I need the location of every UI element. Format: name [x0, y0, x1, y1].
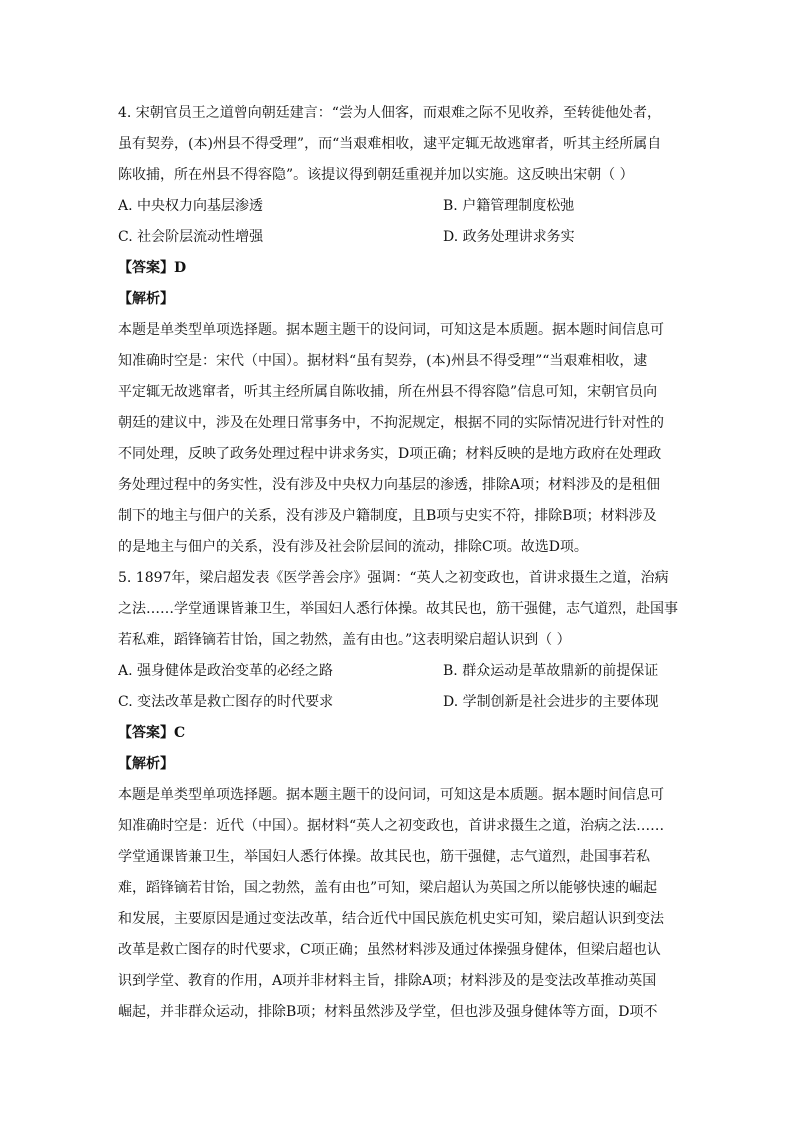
analysis-label: 【解析】 — [118, 291, 174, 307]
analysis-line: 朝廷的建议中，涉及在处理日常事务中，不拘泥规定，根据不同的实际情况进行针对性的 — [118, 415, 664, 431]
question-5 — [118, 563, 680, 1028]
question-stem-line: 5. 1897年，梁启超发表《医学善会序》强调：“英人之初变政也，首讲求摄生之道，治病 — [118, 570, 669, 586]
question-stem-line: 若私难，蹈锋镝若甘饴，国之勃然，盖有由也。”这表明梁启超认识到（ ） — [118, 632, 571, 648]
analysis-label: 【解析】 — [118, 756, 174, 772]
option-b: B. 群众运动是革故鼎新的前提保证 — [443, 663, 659, 679]
analysis-line: 知准确时空是：近代（中国）。据材料“英人之初变政也，首讲求摄生之道，治病之法…… — [118, 818, 665, 834]
option-a: A. 中央权力向基层渗透 — [118, 198, 264, 214]
question-stem-line: 4. 宋朝官员王之道曾向朝廷建言：“尝为人佃客，而艰难之际不见收养，至转徙他处者， — [118, 105, 661, 121]
answer-line: 【答案】D — [118, 260, 187, 276]
page-content — [118, 98, 680, 1028]
question-stem-line: 之法……学堂通课皆兼卫生，举国妇人悉行体操。故其民也，筋干强健，志气道烈，赴国事 — [118, 601, 678, 617]
analysis-line: 学堂通课皆兼卫生，举国妇人悉行体操。故其民也，筋干强健，志气道烈，赴国事若私 — [118, 849, 650, 865]
answer-line: 【答案】C — [118, 725, 186, 741]
question-4 — [118, 98, 680, 563]
analysis-line: 崛起，并非群众运动，排除B项；材料虽然涉及学堂，但也涉及强身健体等方面，D项不 — [118, 1004, 658, 1020]
question-stem-line: 虽有契券，(本)州县不得受理”，而“当艰难相收，逮平定辄无故逃窜者，听其主经所属自 — [118, 136, 662, 152]
analysis-line: 务处理过程中的务实性，没有涉及中央权力向基层的渗透，排除A项；材料涉及的是租佃 — [118, 477, 661, 493]
analysis-line: 的是地主与佃户的关系，没有涉及社会阶层间的流动，排除C项。故选D项。 — [118, 539, 588, 555]
analysis-line: 平定辄无故逃窜者，听其主经所属自陈收捕，所在州县不得容隐”信息可知，宋朝官员向 — [118, 384, 658, 400]
option-c: C. 社会阶层流动性增强 — [118, 229, 264, 245]
analysis-line: 难，蹈锋镝若甘饴，国之勃然，盖有由也”可知，梁启超认为英国之所以能够快速的崛起 — [118, 880, 658, 896]
question-stem-line: 陈收捕，所在州县不得容隐”。该提议得到朝廷重视并加以实施。这反映出宋朝（ ） — [118, 167, 634, 183]
analysis-line: 制下的地主与佃户的关系，没有涉及户籍制度，且B项与史实不符，排除B项；材料涉及 — [118, 508, 657, 524]
analysis-line: 不同处理，反映了政务处理过程中讲求务实，D项正确；材料反映的是地方政府在处理政 — [118, 446, 662, 462]
options-row — [118, 687, 680, 718]
option-c: C. 变法改革是救亡图存的时代要求 — [118, 694, 334, 710]
analysis-line: 本题是单类型单项选择题。据本题主题干的设问词，可知这是本质题。据本题时间信息可 — [118, 322, 664, 338]
analysis-line: 本题是单类型单项选择题。据本题主题干的设问词，可知这是本质题。据本题时间信息可 — [118, 787, 664, 803]
options-row — [118, 656, 680, 687]
analysis-line: 改革是救亡图存的时代要求，C项正确；虽然材料涉及通过体操强身健体，但梁启超也认 — [118, 942, 661, 958]
option-a: A. 强身健体是政治变革的必经之路 — [118, 663, 334, 679]
options-row — [118, 191, 680, 222]
option-b: B. 户籍管理制度松弛 — [443, 198, 575, 214]
options-row — [118, 222, 680, 253]
option-d: D. 学制创新是社会进步的主要体现 — [443, 694, 659, 710]
option-d: D. 政务处理讲求务实 — [443, 229, 575, 245]
analysis-line: 和发展，主要原因是通过变法改革，结合近代中国民族危机史实可知，梁启超认识到变法 — [118, 911, 664, 927]
analysis-line: 识到学堂、教育的作用，A项并非材料主旨，排除A项；材料涉及的是变法改革推动英国 — [118, 973, 657, 989]
analysis-line: 知准确时空是：宋代（中国）。据材料“虽有契券，(本)州县不得受理”“当艰难相收，逮 — [118, 353, 648, 369]
